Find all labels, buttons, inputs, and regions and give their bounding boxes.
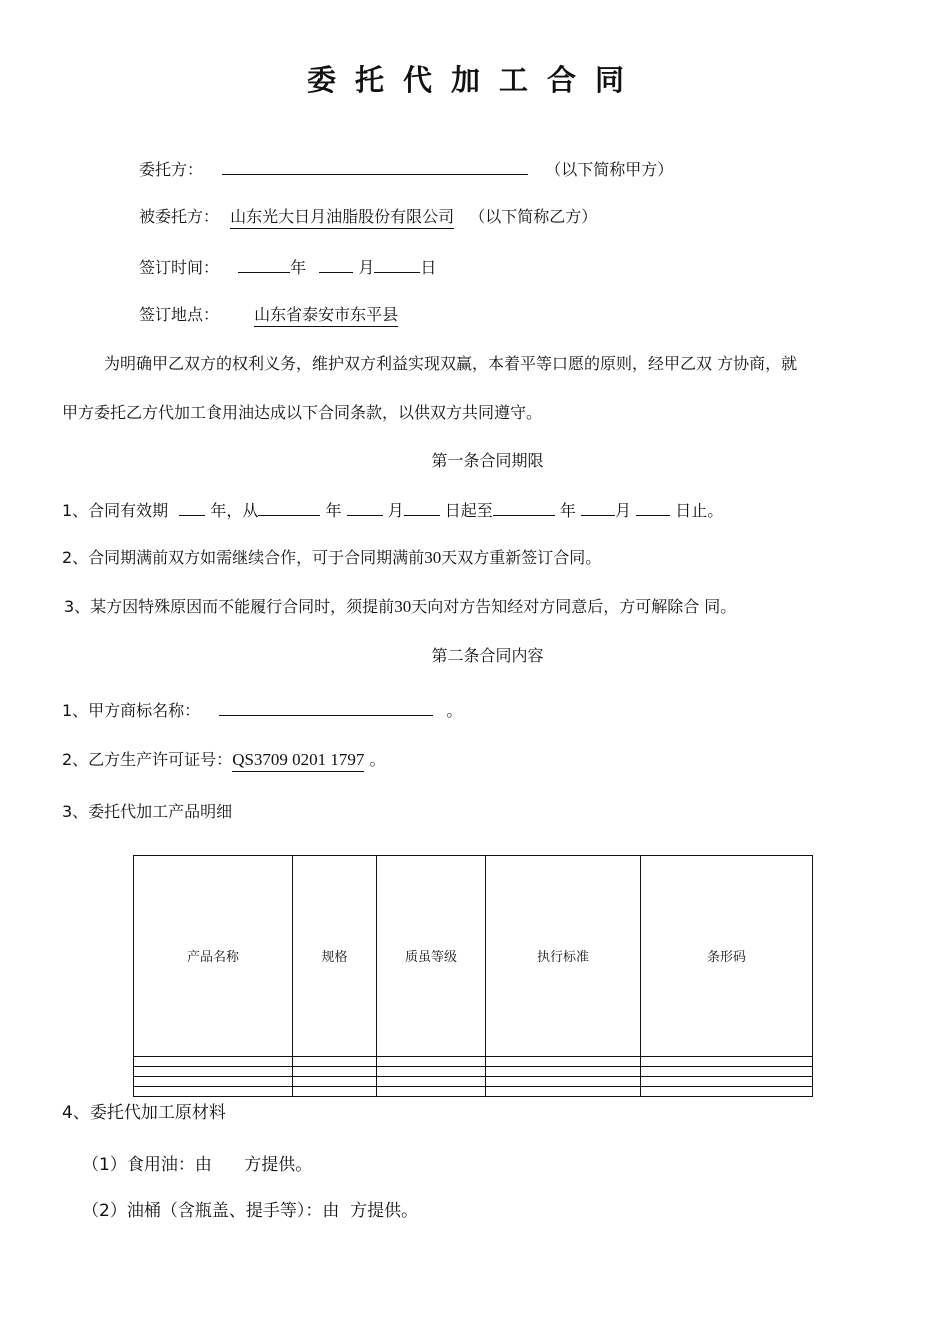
article2-heading: 第二条合同内容 [431,646,544,665]
termination-text-b: 天向对方告知经对方同意后，方可解除合 同。 [411,597,737,616]
sign-place-label: 签订地点： [139,305,220,324]
table-cell [641,1086,813,1096]
license-label: 2、乙方生产许可证号： [62,750,233,769]
contractor-label: 被委托方： [139,207,220,226]
end-day-blank [636,499,670,516]
header-barcode: 条形码 [641,856,813,1057]
start-month-blank [347,499,383,516]
validity-text-6: 月 [615,501,632,520]
table-cell [134,1086,293,1096]
article1-item3 [64,597,736,617]
sign-place-line [139,305,398,325]
table-header-row [134,856,813,1057]
validity-text-4: 日起至 [444,501,493,520]
article2-item1 [62,699,462,721]
validity-prefix: 1、合同有效期 [62,501,169,520]
validity-text-7: 日止。 [675,501,724,520]
table-cell [486,1086,641,1096]
page-title: 委托代加工合同 [306,63,643,97]
table-cell [293,1086,377,1096]
renewal-text-a: 2、合同期满前双方如需继续合作，可于合同期满前 [62,548,425,567]
table-cell [486,1056,641,1066]
end-month-blank [581,499,615,516]
start-day-blank [404,499,440,516]
table-row [134,1086,813,1096]
start-year-blank [258,499,320,516]
license-end: 。 [369,750,386,769]
table-cell [377,1056,486,1066]
table-cell [377,1086,486,1096]
contractor-line [139,207,597,227]
termination-text-a: 3、某方因特殊原因而不能履行合同时，须提前 [64,597,395,616]
table-cell [134,1076,293,1086]
table-cell [134,1056,293,1066]
contractor-value: 山东光大日月油脂股份有限公司 [230,207,454,229]
renewal-text-b: 天双方重新签订合同。 [441,548,602,567]
validity-years-blank [179,499,205,516]
end-year-blank [493,499,555,516]
day-text: 日 [420,258,437,277]
article2-item3: 3、委托代加工产品明细 [62,802,233,821]
header-quality-grade: 质虽等级 [377,856,486,1057]
validity-text-1: 年，从 [210,501,259,520]
header-spec: 规格 [293,856,377,1057]
intro-line-2: 甲方委托乙方代加工食用油达成以下合同条款，以供双方共同遵守。 [62,403,543,422]
table-cell [486,1066,641,1076]
table-cell [377,1076,486,1086]
table-cell [293,1076,377,1086]
product-detail-table [133,855,813,1097]
article2-item2 [62,750,386,770]
validity-text-2: 年 [325,501,342,520]
sign-time-line [139,256,436,278]
raw-material-barrel: （2）油桶（含瓶盖、提手等）：由 方提供。 [82,1201,419,1221]
table-cell [641,1076,813,1086]
header-standard: 执行标准 [486,856,641,1057]
table-row [134,1076,813,1086]
article1-heading: 第一条合同期限 [431,451,544,470]
table-cell [377,1066,486,1076]
day-blank [374,256,420,273]
table-cell [134,1066,293,1076]
client-label: 委托方： [139,160,204,179]
validity-text-5: 年 [559,501,576,520]
intro-line-1: 为明确甲乙双方的权利义务，维护双方利益实现双赢，本着平等口愿的原则，经甲乙双 方协商，就 [104,354,798,373]
table-row [134,1056,813,1066]
year-blank [238,256,290,273]
contractor-suffix: （以下简称乙方） [469,207,598,226]
article2-item4: 4、委托代加工原材料 [62,1103,226,1123]
article1-item1 [62,499,723,521]
trademark-blank [219,699,433,716]
table-cell [293,1066,377,1076]
month-text: 月 [358,258,375,277]
trademark-label: 1、甲方商标名称： [62,701,201,720]
table-cell [293,1056,377,1066]
header-product-name: 产品名称 [134,856,293,1057]
termination-days: 30 [394,597,412,616]
article1-item2 [62,548,601,568]
table-cell [486,1076,641,1086]
year-text: 年 [290,258,307,277]
renewal-days: 30 [424,548,442,567]
table-cell [641,1066,813,1076]
raw-material-oil: （1）食用油：由 方提供。 [82,1155,313,1175]
client-suffix: （以下简称甲方） [545,160,674,179]
client-blank [222,158,528,175]
table-cell [641,1056,813,1066]
sign-time-label: 签订时间： [139,258,220,277]
validity-text-3: 月 [387,501,404,520]
license-number: QS3709 0201 1797 [232,750,364,772]
sign-place-value: 山东省泰安市东平县 [254,305,398,327]
table-row [134,1066,813,1076]
trademark-end: 。 [446,701,463,720]
client-line [139,158,673,180]
month-blank [319,256,353,273]
